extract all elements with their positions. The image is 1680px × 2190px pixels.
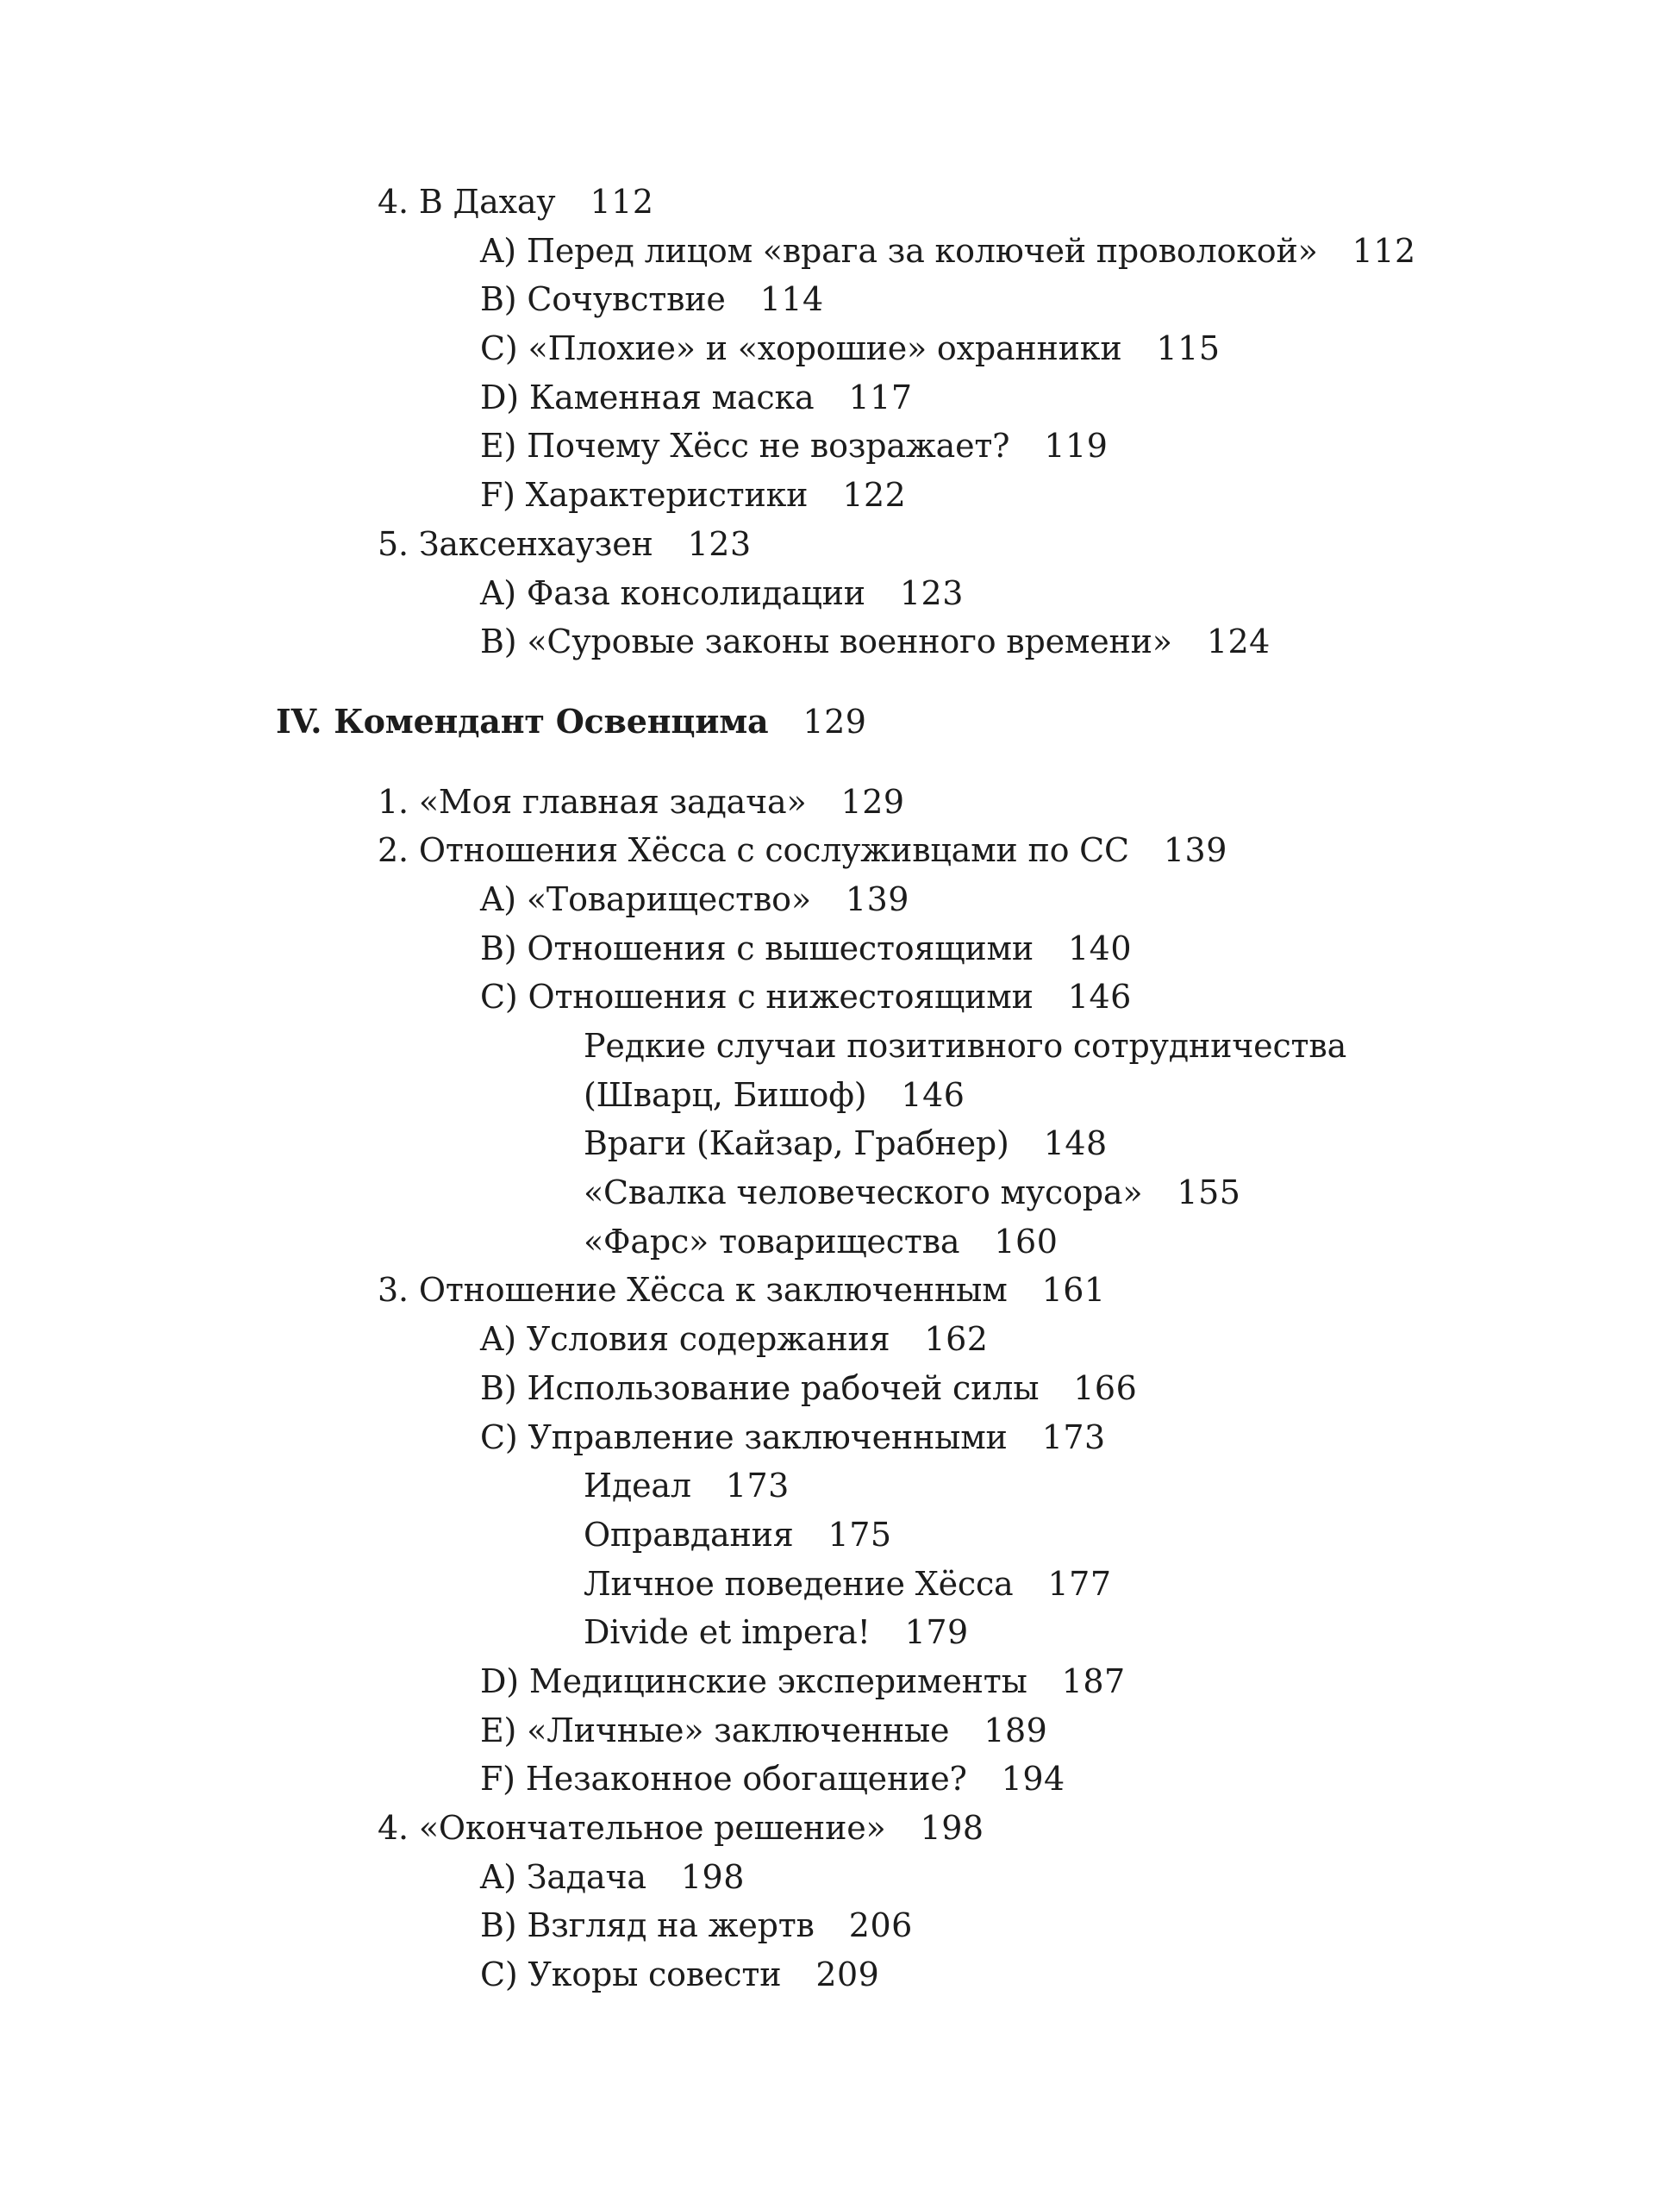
toc-entry-section — [0, 275, 1680, 324]
toc-entry-title: Личное поведение Хёсса — [584, 1564, 1014, 1603]
toc-entry-title: Редкие случаи позитивного сотрудничества — [584, 1027, 1347, 1065]
toc-entry-page: 115 — [1156, 329, 1221, 368]
toc-entry-title: Использование рабочей силы — [527, 1368, 1040, 1407]
toc-entry-section — [0, 924, 1680, 973]
toc-entry-title: Характеристики — [525, 476, 809, 515]
toc-entry-page: 198 — [920, 1809, 984, 1847]
toc-entry-letter: C) — [480, 329, 518, 368]
toc-entry-number: 5. — [378, 524, 409, 563]
toc-entry-section — [0, 373, 1680, 422]
toc-entry-letter: B) — [480, 1906, 517, 1945]
toc-entry-section — [0, 324, 1680, 373]
toc-entry-section — [0, 1657, 1680, 1706]
toc-entry-title: Комендант Освенцима — [334, 701, 769, 741]
toc-entry-section — [0, 1706, 1680, 1755]
toc-entry-page: 114 — [759, 280, 824, 319]
toc-entry-page: 206 — [848, 1906, 913, 1945]
toc-entry-title: «Суровые законы военного времени» — [527, 623, 1172, 661]
toc-entry-title: Заксенхаузен — [418, 524, 653, 563]
toc-entry-page: 198 — [680, 1857, 745, 1896]
toc-entry-letter: B) — [480, 623, 517, 661]
toc-entry-page: 187 — [1061, 1661, 1126, 1700]
toc-entry-number: 4. — [378, 183, 409, 221]
toc-entry-part — [0, 698, 1680, 747]
spacer — [0, 747, 1680, 778]
toc-entry-title: Враги (Кайзар, Грабнер) — [584, 1124, 1009, 1163]
toc-entry-title: «Моя главная задача» — [418, 782, 807, 821]
toc-entry-page: 146 — [901, 1075, 965, 1114]
toc-entry-title: Фаза консолидации — [526, 573, 865, 612]
toc-entry-page: 139 — [845, 879, 909, 918]
toc-entry-title: Перед лицом «врага за колючей проволокой» — [526, 231, 1318, 270]
toc-entry-title: Взгляд на жертв — [527, 1906, 815, 1945]
toc-entry-section — [0, 422, 1680, 471]
toc-entry-letter: C) — [480, 1955, 518, 1994]
table-of-contents — [0, 178, 1680, 1999]
toc-entry-title: Управление заключенными — [528, 1417, 1008, 1456]
toc-entry-number: 3. — [378, 1271, 409, 1310]
toc-entry-subsection — [0, 1217, 1680, 1267]
toc-entry-letter: A) — [480, 1320, 516, 1359]
toc-entry-page: 140 — [1067, 929, 1133, 967]
toc-entry-subsection — [0, 1119, 1680, 1168]
toc-entry-letter: C) — [480, 978, 518, 1017]
toc-entry-section — [0, 875, 1680, 924]
toc-entry-page: 123 — [899, 573, 964, 612]
toc-entry-chapter — [0, 178, 1680, 227]
toc-entry-section — [0, 471, 1680, 520]
toc-entry-title: «Окончательное решение» — [418, 1809, 886, 1847]
toc-entry-letter: C) — [480, 1417, 518, 1456]
toc-entry-section — [0, 1853, 1680, 1902]
toc-entry-title: «Свалка человеческого мусора» — [584, 1173, 1143, 1212]
toc-entry-title: Почему Хёсс не возражает? — [527, 427, 1010, 466]
toc-entry-number: 1. — [378, 782, 409, 821]
toc-entry-letter: A) — [480, 573, 516, 612]
toc-entry-title: Отношения с нижестоящими — [528, 978, 1034, 1017]
toc-entry-page: 162 — [924, 1320, 989, 1359]
toc-entry-page: 129 — [840, 782, 905, 821]
toc-entry-section — [0, 1413, 1680, 1462]
toc-entry-chapter — [0, 1266, 1680, 1315]
toc-entry-title: «Плохие» и «хорошие» охранники — [528, 329, 1122, 368]
toc-entry-page: 160 — [994, 1222, 1059, 1261]
toc-entry-section — [0, 227, 1680, 276]
toc-entry-roman-numeral: IV. — [276, 701, 322, 741]
toc-entry-page: 112 — [590, 183, 654, 221]
toc-entry-page: 177 — [1047, 1564, 1112, 1603]
toc-entry-title: Отношения с вышестоящими — [527, 929, 1034, 967]
toc-entry-subsection — [0, 1560, 1680, 1609]
toc-entry-subsection — [0, 1511, 1680, 1560]
toc-entry-chapter — [0, 778, 1680, 827]
toc-entry-letter: E) — [480, 427, 517, 466]
toc-entry-letter: F) — [480, 1760, 515, 1799]
toc-entry-title: Идеал — [584, 1467, 691, 1505]
toc-entry-letter: A) — [480, 879, 516, 918]
toc-entry-section — [0, 1755, 1680, 1804]
toc-entry-page: 124 — [1206, 623, 1271, 661]
toc-entry-page: 155 — [1177, 1173, 1241, 1212]
toc-entry-letter: D) — [480, 378, 519, 416]
toc-entry-title: Divide et impera! — [584, 1613, 871, 1652]
toc-entry-section — [0, 1901, 1680, 1950]
toc-entry-title: Задача — [526, 1857, 646, 1896]
toc-entry-page: 112 — [1352, 231, 1416, 270]
toc-entry-title: Отношение Хёсса к заключенным — [418, 1271, 1008, 1310]
toc-entry-title: (Шварц, Бишоф) — [584, 1075, 867, 1114]
toc-entry-section — [0, 1950, 1680, 1999]
toc-entry-title: «Товарищество» — [526, 879, 811, 918]
toc-entry-page: 117 — [848, 378, 913, 416]
toc-entry-title: «Фарс» товарищества — [584, 1222, 960, 1261]
toc-entry-title: Условия содержания — [526, 1320, 890, 1359]
toc-entry-chapter — [0, 520, 1680, 569]
toc-entry-page: 173 — [725, 1467, 790, 1505]
toc-entry-page: 123 — [687, 524, 752, 563]
toc-entry-page: 194 — [1001, 1760, 1065, 1799]
toc-entry-section — [0, 1315, 1680, 1364]
toc-entry-page: 139 — [1163, 831, 1227, 870]
toc-entry-subsection — [0, 1461, 1680, 1511]
toc-entry-number: 2. — [378, 831, 409, 870]
toc-entry-page: 189 — [984, 1711, 1048, 1749]
toc-entry-title: Незаконное обогащение? — [525, 1760, 967, 1799]
toc-entry-title: Каменная маска — [528, 378, 815, 416]
toc-entry-page: 148 — [1043, 1124, 1108, 1163]
toc-entry-title: Отношения Хёсса с сослуживцами по СС — [418, 831, 1129, 870]
toc-entry-letter: E) — [480, 1711, 517, 1749]
toc-entry-section — [0, 617, 1680, 666]
toc-entry-page: 173 — [1041, 1417, 1106, 1456]
toc-entry-letter: B) — [480, 280, 517, 319]
toc-entry-letter: F) — [480, 476, 515, 515]
toc-entry-title: «Личные» заключенные — [527, 1711, 950, 1749]
toc-entry-section — [0, 1364, 1680, 1413]
toc-entry-title: Сочувствие — [527, 280, 726, 319]
toc-entry-subsection — [0, 1608, 1680, 1657]
toc-entry-page: 179 — [904, 1613, 969, 1652]
toc-entry-subsection — [0, 1071, 1680, 1120]
toc-entry-letter: A) — [480, 231, 516, 270]
toc-entry-section — [0, 973, 1680, 1022]
toc-entry-subsection — [0, 1168, 1680, 1217]
toc-entry-page: 146 — [1067, 978, 1132, 1017]
toc-entry-title: Укоры совести — [528, 1955, 782, 1994]
toc-entry-page: 122 — [842, 476, 907, 515]
toc-entry-title: Оправдания — [584, 1515, 794, 1554]
toc-entry-number: 4. — [378, 1809, 409, 1847]
toc-entry-chapter — [0, 826, 1680, 875]
toc-entry-page: 166 — [1073, 1368, 1138, 1407]
spacer — [0, 666, 1680, 698]
toc-entry-letter: D) — [480, 1661, 519, 1700]
toc-entry-page: 175 — [828, 1515, 892, 1554]
toc-entry-title: В Дахау — [418, 183, 556, 221]
toc-entry-page: 119 — [1044, 427, 1109, 466]
toc-entry-page: 161 — [1041, 1271, 1106, 1310]
toc-entry-letter: B) — [480, 929, 517, 967]
toc-entry-title: Медицинские эксперименты — [528, 1661, 1027, 1700]
toc-entry-page: 209 — [815, 1955, 880, 1994]
toc-entry-letter: A) — [480, 1857, 516, 1896]
toc-entry-section — [0, 569, 1680, 618]
toc-entry-page: 129 — [803, 702, 867, 741]
toc-entry-letter: B) — [480, 1368, 517, 1407]
toc-entry-chapter — [0, 1804, 1680, 1853]
toc-entry-subsection — [0, 1022, 1680, 1071]
